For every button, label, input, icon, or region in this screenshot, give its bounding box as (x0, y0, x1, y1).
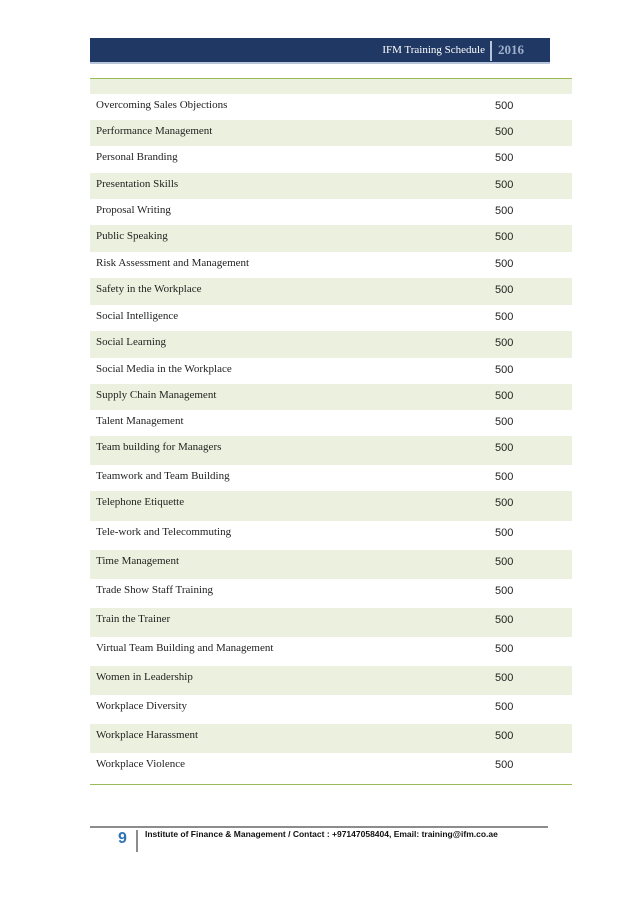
table-row (90, 579, 572, 608)
table-row (90, 608, 572, 637)
page-number: 9 (118, 830, 127, 847)
course-price: 500 (495, 442, 514, 454)
table-row (90, 491, 572, 521)
course-price: 500 (495, 258, 514, 270)
table-row (90, 637, 572, 666)
course-name: Supply Chain Management (96, 389, 217, 401)
table-row (90, 358, 572, 384)
table-row (90, 331, 572, 358)
course-price: 500 (495, 585, 514, 597)
course-name: Social Intelligence (96, 310, 179, 322)
header-divider (490, 41, 492, 61)
course-price: 500 (495, 179, 514, 191)
table-row (90, 550, 572, 579)
course-price: 500 (495, 672, 514, 684)
course-name: Presentation Skills (96, 178, 179, 190)
course-name: Virtual Team Building and Management (96, 642, 274, 654)
course-price: 500 (495, 556, 514, 568)
course-name: Teamwork and Team Building (96, 470, 230, 482)
course-name: Trade Show Staff Training (96, 584, 214, 596)
table-row (90, 695, 572, 724)
course-name: Overcoming Sales Objections (96, 99, 228, 111)
course-price: 500 (495, 126, 514, 138)
course-price: 500 (495, 337, 514, 349)
course-price: 500 (495, 152, 514, 164)
table-row (90, 465, 572, 491)
course-name: Workplace Diversity (96, 700, 188, 712)
table-row (90, 753, 572, 784)
course-name: Time Management (96, 555, 179, 567)
course-price: 500 (495, 390, 514, 402)
course-price: 500 (495, 205, 514, 217)
course-price: 500 (495, 730, 514, 742)
table-row (90, 666, 572, 695)
table-row (90, 436, 572, 465)
course-name: Train the Trainer (96, 613, 171, 625)
course-price: 500 (495, 471, 514, 483)
course-price: 500 (495, 759, 514, 771)
course-name: Team building for Managers (96, 441, 222, 453)
course-price: 500 (495, 497, 514, 509)
course-price: 500 (495, 527, 514, 539)
course-name: Personal Branding (96, 151, 178, 163)
table-row (90, 410, 572, 436)
table-row (90, 199, 572, 225)
page-header (90, 38, 550, 64)
table-row (90, 79, 572, 94)
table-row (90, 724, 572, 753)
header-title: IFM Training Schedule (382, 44, 485, 56)
course-name: Safety in the Workplace (96, 283, 202, 295)
course-name: Social Learning (96, 336, 166, 348)
course-price: 500 (495, 643, 514, 655)
course-price: 500 (495, 701, 514, 713)
table-row (90, 305, 572, 331)
table-row (90, 278, 572, 305)
course-name: Telephone Etiquette (96, 496, 185, 508)
table-row (90, 146, 572, 173)
course-price: 500 (495, 416, 514, 428)
course-name: Social Media in the Workplace (96, 363, 232, 375)
course-name: Public Speaking (96, 230, 168, 242)
course-price: 500 (495, 311, 514, 323)
table-row (90, 384, 572, 410)
table-row (90, 120, 572, 146)
course-price: 500 (495, 364, 514, 376)
course-price: 500 (495, 284, 514, 296)
table-row (90, 94, 572, 120)
course-price: 500 (495, 231, 514, 243)
training-schedule-table (90, 78, 572, 785)
course-name: Talent Management (96, 415, 184, 427)
table-row (90, 521, 572, 550)
course-name: Workplace Violence (96, 758, 185, 770)
course-price: 500 (495, 100, 514, 112)
course-name: Tele-work and Telecommuting (96, 526, 232, 538)
course-price: 500 (495, 614, 514, 626)
footer-rule (90, 826, 548, 828)
course-name: Risk Assessment and Management (96, 257, 250, 269)
header-year: 2016 (498, 42, 524, 57)
footer-contact-text: Institute of Finance & Management / Contact : +97147058404, Email: training@ifm.co.ae (145, 829, 498, 839)
course-name: Proposal Writing (96, 204, 171, 216)
table-row (90, 173, 572, 199)
course-name: Workplace Harassment (96, 729, 199, 741)
table-row (90, 252, 572, 278)
course-name: Women in Leadership (96, 671, 193, 683)
course-name: Performance Management (96, 125, 213, 137)
table-row (90, 225, 572, 252)
footer-divider (136, 830, 138, 852)
